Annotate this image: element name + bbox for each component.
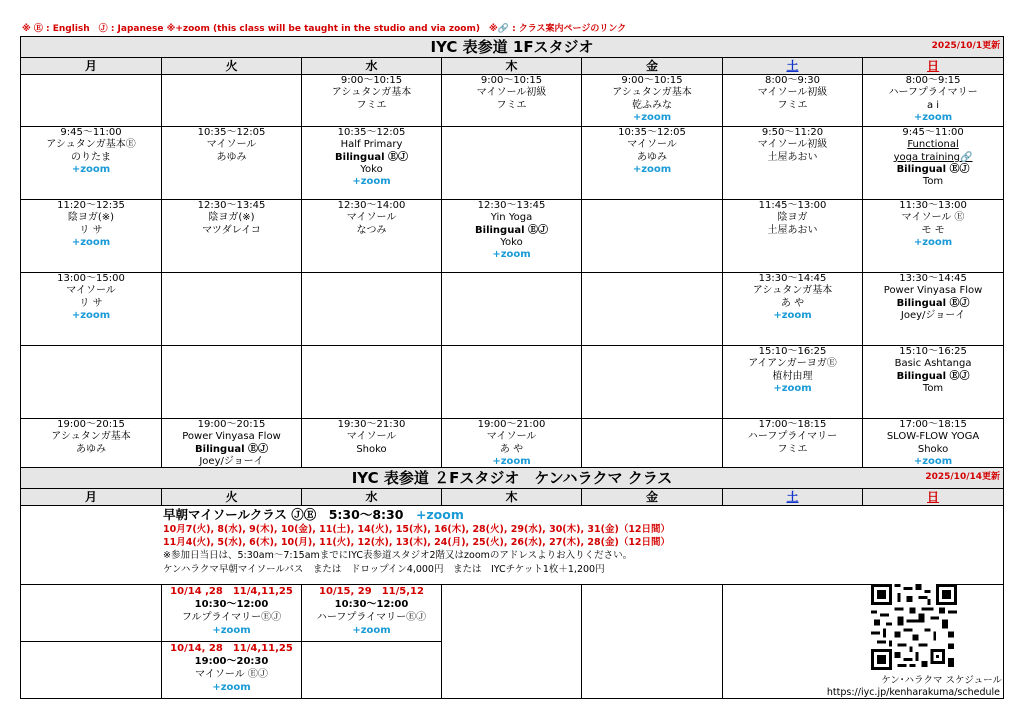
zoom-link[interactable]: +zoom — [632, 163, 672, 175]
bilingual-label: Bilingual ⒺⒿ — [335, 151, 408, 163]
studio1-schedule-table — [20, 36, 1004, 498]
class-text: マイソール — [486, 431, 537, 443]
day-label: 月 — [84, 59, 97, 73]
class-name: マイソール ⒺⒿ — [195, 669, 268, 680]
class-cell — [442, 75, 582, 127]
class-text: なつみ — [356, 224, 387, 236]
class-cell — [302, 75, 442, 127]
day-header-1 — [162, 489, 302, 506]
class-link[interactable]: yoga training🔗 — [893, 151, 973, 163]
time-row — [21, 273, 1004, 346]
class-time: 9:45～11:00 — [60, 127, 122, 138]
empty-cell — [302, 273, 442, 346]
empty-cell — [442, 127, 582, 200]
class-text: アシュタンガ基本 — [752, 285, 833, 297]
class-time: 10:35～12:05 — [337, 127, 406, 138]
class-text: Tom — [922, 382, 944, 394]
class-text: のりたま — [71, 151, 111, 163]
class-text: 陰ヨガ(※) — [208, 212, 255, 224]
day-label: 日 — [927, 490, 940, 504]
zoom-link[interactable]: +zoom — [913, 111, 953, 123]
class-text: SLOW-FLOW YOGA — [886, 431, 980, 443]
day-header-2 — [302, 489, 442, 506]
class-text: アイアンガーヨガⒺ — [748, 358, 837, 370]
class-cell — [723, 273, 863, 346]
zoom-link[interactable]: +zoom — [352, 176, 391, 188]
class-text: マイソール — [206, 139, 257, 151]
class-text: 乾ふみな — [632, 99, 672, 111]
class-time: 19:30～21:30 — [337, 419, 406, 430]
class-time: 10:35～12:05 — [197, 127, 266, 138]
class-time: 10:30～12:00 — [194, 599, 269, 610]
class-time: 9:00～10:15 — [340, 75, 403, 86]
studio2-title: IYC 表参道 ２Fスタジオ ケンハラクマ クラス — [351, 469, 673, 487]
class-time: 10:35～12:05 — [618, 127, 686, 138]
day-label: 金 — [645, 59, 658, 73]
bilingual-label: Bilingual ⒺⒿ — [475, 224, 548, 236]
class-text: ハーフプライマリー — [747, 431, 838, 443]
class-time: 11:45～13:00 — [758, 200, 827, 211]
class-time: 12:30～13:45 — [197, 200, 266, 211]
day-header-5 — [723, 58, 863, 75]
class-cell — [723, 200, 863, 273]
class-dates: 10/15, 29 11/5,12 — [319, 586, 424, 597]
class-dates: 10/14, 28 11/4,11,25 — [170, 643, 293, 654]
empty-cell — [582, 200, 723, 273]
class-text: マイソール — [346, 431, 397, 443]
class-cell — [863, 200, 1004, 273]
class-dates: 10/14 ,28 11/4,11,25 — [170, 586, 293, 597]
class-text: あゆみ — [216, 151, 247, 163]
day-header-2 — [302, 58, 442, 75]
class-text: Half Primary — [340, 139, 403, 151]
day-label: 木 — [505, 490, 518, 504]
class-text: マツダレイコ — [202, 224, 261, 236]
class-text: 土屋あおい — [767, 151, 818, 163]
class-cell — [863, 127, 1004, 200]
class-time: 9:45～11:00 — [902, 127, 964, 138]
class-text: Tom — [922, 176, 944, 188]
class-cell — [582, 75, 723, 127]
schedule-url-link[interactable]: https://iyc.jp/kenharakuma/schedule — [826, 687, 1000, 698]
studio1-title: IYC 表参道 1Fスタジオ — [430, 38, 594, 56]
day-header-6 — [863, 58, 1004, 75]
class-time: 13:00～15:00 — [57, 273, 125, 284]
time-row — [21, 200, 1004, 273]
class-cell — [723, 75, 863, 127]
class-cell — [442, 200, 582, 273]
class-time: 9:00～10:15 — [621, 75, 683, 86]
class-text: あゆみ — [637, 151, 667, 163]
empty-cell — [21, 75, 162, 127]
class-text: フミエ — [496, 99, 527, 111]
class-cell — [162, 200, 302, 273]
class-link[interactable]: Functional — [907, 139, 959, 151]
class-text: モ モ — [921, 224, 945, 236]
class-time: 11:20～12:35 — [57, 200, 125, 211]
wed-halfprimary-cell — [302, 585, 442, 642]
empty-cell — [442, 273, 582, 346]
morning-zoom-link[interactable]: +zoom — [415, 507, 464, 522]
class-text: アシュタンガ基本 — [612, 87, 692, 99]
morning-title: 早朝マイソールクラス ⒿⒺ 5:30～8:30 — [163, 507, 404, 522]
wed-slot-2 — [302, 642, 442, 699]
zoom-link[interactable]: +zoom — [71, 163, 111, 175]
day-label: 日 — [927, 59, 940, 73]
class-text: Power Vinyasa Flow — [883, 285, 983, 297]
tue-fullprimary-cell — [162, 585, 302, 642]
class-time: 13:30～14:45 — [899, 273, 967, 284]
day-header-3 — [442, 58, 582, 75]
empty-cell — [302, 346, 442, 419]
empty-cell — [162, 273, 302, 346]
zoom-link[interactable]: +zoom — [212, 682, 251, 693]
class-cell — [21, 200, 162, 273]
mon-slot-2 — [21, 642, 162, 699]
class-text: アシュタンガ基本 — [331, 87, 412, 99]
studio2-day-header — [21, 489, 1004, 506]
class-time: 19:00～21:00 — [477, 419, 546, 430]
zoom-link[interactable]: +zoom — [913, 455, 953, 467]
zoom-link[interactable]: +zoom — [212, 625, 251, 636]
time-row — [21, 75, 1004, 127]
empty-cell — [162, 75, 302, 127]
class-text: フミエ — [777, 443, 808, 455]
class-text: 陰ヨガ(※) — [67, 212, 115, 224]
class-time: 11:30～13:00 — [899, 200, 967, 211]
mon-slot — [21, 585, 162, 642]
class-time: 12:30～13:45 — [477, 200, 546, 211]
day-header-1 — [162, 58, 302, 75]
qr-caption: ケン･ハラクマ スケジュール — [881, 675, 1002, 686]
class-time: 19:00～20:15 — [57, 419, 125, 430]
class-time: 17:00～18:15 — [758, 419, 827, 430]
studio2-title-bar — [21, 468, 1004, 489]
day-header-3 — [442, 489, 582, 506]
class-time: 19:00～20:30 — [194, 656, 269, 667]
class-text: 土屋あおい — [767, 224, 818, 236]
day-label: 木 — [505, 59, 518, 73]
class-text: a i — [927, 99, 940, 111]
zoom-link[interactable]: +zoom — [773, 309, 812, 321]
day-header-6 — [863, 489, 1004, 506]
bilingual-label: Bilingual ⒺⒿ — [195, 443, 268, 455]
thu-slot — [442, 585, 582, 699]
time-row — [21, 346, 1004, 419]
class-cell — [863, 273, 1004, 346]
studio1-updated: 2025/10/1更新 — [931, 41, 1001, 51]
class-text: マイソール初級 — [476, 87, 547, 99]
fri-slot — [582, 585, 723, 699]
time-row — [21, 127, 1004, 200]
studio1-title-bar — [21, 37, 1004, 58]
class-text: アシュタンガ基本Ⓔ — [46, 139, 136, 151]
class-time: 19:00～20:15 — [197, 419, 266, 430]
empty-cell — [21, 346, 162, 419]
studio1-body — [21, 75, 1004, 492]
class-text: フミエ — [356, 99, 387, 111]
class-time: 8:00～9:15 — [905, 75, 961, 86]
class-time: 17:00～18:15 — [899, 419, 967, 430]
class-text: リ サ — [79, 297, 103, 309]
class-name: ハーフプライマリーⒺⒿ — [316, 612, 427, 623]
empty-cell — [582, 346, 723, 419]
class-time: 15:10～16:25 — [899, 346, 967, 357]
bilingual-label: Bilingual ⒺⒿ — [896, 370, 970, 382]
class-cell — [863, 75, 1004, 127]
class-text: あゆみ — [76, 443, 106, 455]
zoom-link[interactable]: +zoom — [352, 625, 391, 636]
zoom-link[interactable]: +zoom — [71, 309, 111, 321]
day-label: 水 — [365, 59, 378, 73]
class-time: 8:00～9:30 — [765, 75, 820, 86]
class-cell — [21, 127, 162, 200]
class-cell — [162, 127, 302, 200]
studio2-schedule-table — [20, 467, 1004, 699]
day-label: 火 — [225, 490, 238, 504]
class-text: Shoko — [356, 443, 387, 455]
empty-cell — [162, 346, 302, 419]
class-text: Shoko — [917, 443, 949, 455]
class-cell — [302, 200, 442, 273]
class-text: リ サ — [79, 224, 103, 236]
class-cell — [582, 127, 723, 200]
morning-mysore-block — [21, 506, 1004, 585]
class-text: あ や — [499, 443, 524, 455]
zoom-link[interactable]: +zoom — [71, 236, 111, 248]
legend-note: ※ Ⓔ : English Ⓙ : Japanese ※+zoom (this class will be taught in the studio and via zoom) ※🔗 : クラス案内ページのリンク — [22, 24, 627, 34]
day-label: 月 — [84, 490, 97, 504]
morning-dates-oct: 10月7(火), 8(水), 9(木), 10(金), 11(土), 14(火), 15(水), 16(木), 28(火), 29(水), 30(木), 31(金)（12日間） — [163, 524, 671, 535]
day-label: 土 — [786, 490, 799, 504]
zoom-link[interactable]: +zoom — [492, 455, 531, 467]
class-cell — [302, 127, 442, 200]
class-text: マイソール — [627, 139, 677, 151]
class-text: あ や — [780, 297, 805, 309]
class-cell — [863, 346, 1004, 419]
class-cell — [723, 127, 863, 200]
class-text: 植村由理 — [772, 370, 813, 382]
class-text: Joey/ジョーイ — [900, 309, 966, 321]
class-time: 15:10～16:25 — [758, 346, 827, 357]
morning-note: ※参加日当日は、5:30am～7:15amまでにIYC表参道スタジオ2階又はzoomのアドレスよりお入りください。 — [163, 550, 633, 562]
day-label: 火 — [225, 59, 238, 73]
class-time: 13:30～14:45 — [758, 273, 827, 284]
morning-price: ケンハラクマ早朝マイソールパス または ドロップイン4,000円 または IYCチケット1枚＋1,200円 — [163, 563, 605, 575]
zoom-link[interactable]: +zoom — [632, 111, 672, 123]
class-cell — [21, 273, 162, 346]
class-text: アシュタンガ基本 — [51, 431, 131, 443]
class-text: Yin Yoga — [490, 212, 533, 224]
day-header-0 — [21, 489, 162, 506]
day-label: 金 — [645, 490, 658, 504]
class-time: 9:00～10:15 — [480, 75, 543, 86]
class-text: マイソール Ⓔ — [901, 212, 965, 224]
studio1-day-header — [21, 58, 1004, 75]
studio2-updated: 2025/10/14更新 — [925, 472, 1001, 482]
morning-title-line — [163, 506, 1003, 523]
class-time: 9:50～11:20 — [761, 127, 824, 138]
bilingual-label: Bilingual ⒺⒿ — [896, 163, 970, 175]
class-time: 12:30～14:00 — [337, 200, 406, 211]
class-text: マイソール初級 — [757, 87, 828, 99]
zoom-link[interactable]: +zoom — [773, 382, 812, 394]
empty-cell — [442, 346, 582, 419]
class-text: Basic Ashtanga — [894, 358, 972, 370]
class-text: マイソール — [346, 212, 397, 224]
class-text: Joey/ジョーイ — [199, 455, 264, 467]
day-label: 土 — [786, 59, 799, 73]
class-text: フミエ — [777, 99, 808, 111]
class-text: マイソール — [66, 285, 116, 297]
class-text: ハーフプライマリー — [888, 87, 978, 99]
class-text: 陰ヨガ — [777, 212, 808, 224]
day-header-5 — [723, 489, 863, 506]
class-time: 10:30～12:00 — [334, 599, 409, 610]
empty-cell — [582, 273, 723, 346]
day-header-4 — [582, 58, 723, 75]
morning-dates-nov: 11月4(火), 5(水), 6(木), 10(月), 11(火), 12(水), 13(木), 24(月), 25(火), 26(水), 27(木), 28(金)（12日間） — [163, 537, 671, 549]
schedule-qr-code[interactable] — [869, 584, 959, 670]
day-header-0 — [21, 58, 162, 75]
class-text: Power Vinyasa Flow — [182, 431, 281, 443]
bilingual-label: Bilingual ⒺⒿ — [896, 297, 970, 309]
zoom-link[interactable]: +zoom — [913, 236, 953, 248]
class-name: フルプライマリーⒺⒿ — [181, 612, 282, 623]
day-header-4 — [582, 489, 723, 506]
class-cell — [723, 346, 863, 419]
class-text: Yoko — [360, 163, 383, 175]
zoom-link[interactable]: +zoom — [492, 249, 531, 261]
class-text: Yoko — [500, 236, 523, 248]
class-text: マイソール初級 — [757, 139, 828, 151]
day-label: 水 — [365, 490, 378, 504]
tue-mysore-evening-cell — [162, 642, 302, 699]
